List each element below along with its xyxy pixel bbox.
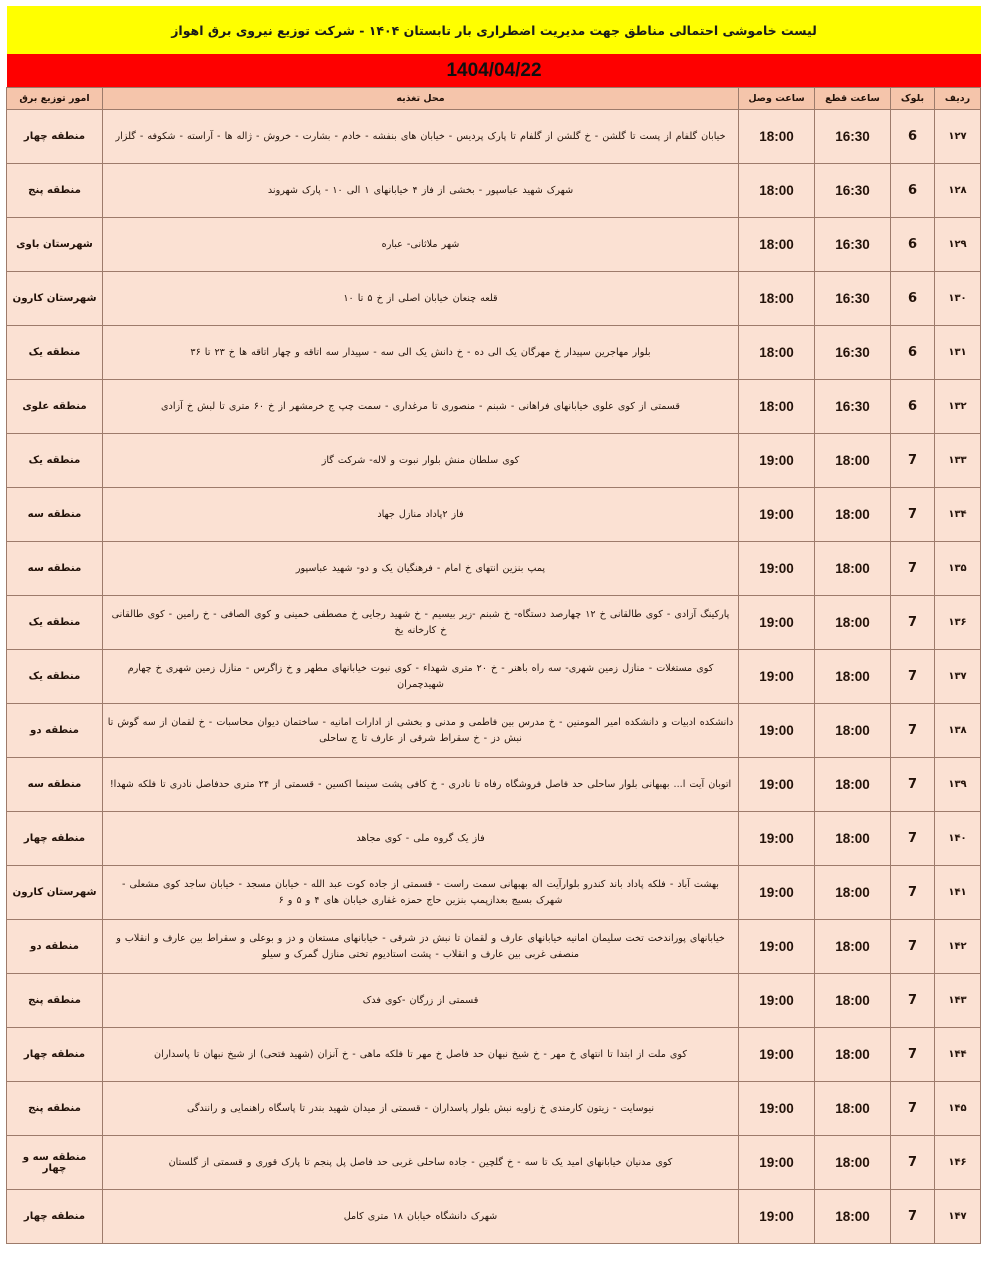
cell-row-number: ۱۳۲ [935,380,981,434]
cell-supply-location: خیابانهای پوراندخت تخت سلیمان امانیه خیابانهای عارف و لقمان تا نبش دز شرقی - خیابانهای مستعان و دز و بوعلی و سقراط بین عارف و انقلاب و منصفی غربی بین عارف و انقلاب - پشت استادیوم تختی منازل گمرک و سیلو [103,920,739,974]
cell-supply-location: قلعه چنعان خیابان اصلی از خ ۵ تا ۱۰ [103,272,739,326]
cell-restore-time: 19:00 [739,920,815,974]
cell-distribution-area: منطقه یک [7,650,103,704]
table-row [7,110,981,164]
cell-distribution-area: منطقه یک [7,434,103,488]
table-row [7,434,981,488]
cell-supply-location: بهشت آباد - فلکه پاداد باند کندرو بلوارآیت اله بهبهانی سمت راست - قسمتی از جاده کوت عبد الله - خیابان مسجد - خیابان ساجد کوی مشعلی - شهرک بسیج بعدازپمپ بنزین حاج حمزه غفاری خیابان های ۴ و ۵ و ۶ [103,866,739,920]
cell-supply-location: بلوار مهاجرین سپیدار خ مهرگان یک الی ده - خ دانش یک الی سه - سپیدار سه اتاقه و چهار اتاقه ها خ ۲۳ تا ۳۶ [103,326,739,380]
cell-row-number: ۱۳۹ [935,758,981,812]
cell-distribution-area: منطقه یک [7,326,103,380]
cell-row-number: ۱۳۷ [935,650,981,704]
cell-supply-location: دانشکده ادبیات و دانشکده امیر المومنین - خ مدرس بین فاطمی و مدنی و بخشی از ادارات امانیه - ساختمان دیوان محاسبات - خ لقمان از سه گوش تا نبش دز - خ سقراط شرقی از عارف تا ج ساحلی [103,704,739,758]
cell-distribution-area: منطقه دو [7,920,103,974]
table-row [7,812,981,866]
cell-restore-time: 18:00 [739,272,815,326]
table-row [7,866,981,920]
cell-restore-time: 19:00 [739,812,815,866]
cell-cut-time: 18:00 [815,758,891,812]
cell-cut-time: 18:00 [815,812,891,866]
cell-block-number: 6 [891,272,935,326]
table-row [7,326,981,380]
cell-supply-location: نیوسایت - زیتون کارمندی خ زاویه نبش بلوار پاسداران - قسمتی از میدان شهید بندر تا پاسگاه راهنمایی و رانندگی [103,1082,739,1136]
cell-block-number: 7 [891,1190,935,1244]
cell-cut-time: 18:00 [815,704,891,758]
cell-distribution-area: شهرستان باوی [7,218,103,272]
cell-block-number: 6 [891,218,935,272]
table-row [7,164,981,218]
cell-cut-time: 16:30 [815,110,891,164]
cell-row-number: ۱۴۳ [935,974,981,1028]
cell-restore-time: 19:00 [739,596,815,650]
cell-restore-time: 19:00 [739,974,815,1028]
cell-distribution-area: منطقه چهار [7,1028,103,1082]
cell-row-number: ۱۳۵ [935,542,981,596]
cell-distribution-area: منطقه چهار [7,110,103,164]
title-banner [7,6,981,54]
column-header-block: بلوک [891,88,935,110]
cell-block-number: 7 [891,1028,935,1082]
table-row [7,650,981,704]
date-banner [7,54,981,87]
cell-restore-time: 18:00 [739,164,815,218]
cell-cut-time: 18:00 [815,1136,891,1190]
column-header-cut-time: ساعت قطع [815,88,891,110]
cell-row-number: ۱۳۱ [935,326,981,380]
table-row [7,218,981,272]
cell-block-number: 7 [891,866,935,920]
cell-block-number: 7 [891,488,935,542]
cell-distribution-area: منطقه سه [7,488,103,542]
cell-supply-location: قسمتی از زرگان -کوی فدک [103,974,739,1028]
cell-block-number: 7 [891,1082,935,1136]
cell-supply-location: کوی ملت از ابتدا تا انتهای خ مهر - خ شیخ نبهان حد فاصل خ مهر تا فلکه ماهی - خ آنزان (شهید فتحی) از شیخ نبهان تا پاسداران [103,1028,739,1082]
cell-row-number: ۱۲۷ [935,110,981,164]
cell-restore-time: 19:00 [739,866,815,920]
table-header-row [7,88,981,110]
cell-cut-time: 18:00 [815,650,891,704]
table-row [7,380,981,434]
cell-supply-location: فاز ۲پاداد منازل جهاد [103,488,739,542]
table-row [7,974,981,1028]
cell-restore-time: 18:00 [739,218,815,272]
table-row [7,488,981,542]
cell-row-number: ۱۴۷ [935,1190,981,1244]
table-row [7,704,981,758]
cell-supply-location: خیابان گلفام از پست تا گلشن - خ گلشن از گلفام تا پارک پردیس - خیابان های بنفشه - خادم - بشارت - خروش - ژاله ها - آراسته - شکوفه - گلزار [103,110,739,164]
cell-block-number: 6 [891,164,935,218]
cell-row-number: ۱۲۹ [935,218,981,272]
column-header-supply-location: محل تغذیه [103,88,739,110]
cell-supply-location: پارکینگ آزادی - کوی طالقانی خ ۱۲ چهارصد دستگاه- خ شبنم -زیر بیسیم - خ شهید رجایی خ مصطفی خمینی و کوی الصافی - خ رامین - کوی طالقانی خ کارخانه یخ [103,596,739,650]
cell-supply-location: شهرک شهید عباسپور - بخشی از فاز ۴ خیابانهای ۱ الی ۱۰ - پارک شهروند [103,164,739,218]
cell-restore-time: 19:00 [739,542,815,596]
cell-restore-time: 19:00 [739,758,815,812]
cell-distribution-area: منطقه سه [7,542,103,596]
cell-row-number: ۱۴۴ [935,1028,981,1082]
cell-distribution-area: منطقه دو [7,704,103,758]
cell-restore-time: 19:00 [739,1190,815,1244]
cell-cut-time: 18:00 [815,920,891,974]
cell-restore-time: 19:00 [739,704,815,758]
cell-supply-location: شهرک دانشگاه خیابان ۱۸ متری کامل [103,1190,739,1244]
cell-cut-time: 18:00 [815,1190,891,1244]
cell-cut-time: 16:30 [815,380,891,434]
cell-distribution-area: منطقه چهار [7,1190,103,1244]
table-row [7,1190,981,1244]
cell-cut-time: 18:00 [815,974,891,1028]
cell-cut-time: 18:00 [815,1028,891,1082]
cell-restore-time: 18:00 [739,380,815,434]
cell-supply-location: اتوبان آیت ا... بهبهانی بلوار ساحلی حد فاصل فروشگاه رفاه تا نادری - خ کافی پشت سینما اکسین - قسمتی از ۲۴ متری حدفاصل نادری تا فلکه شهدا! [103,758,739,812]
table-row [7,1082,981,1136]
cell-row-number: ۱۴۶ [935,1136,981,1190]
cell-supply-location: کوی مستغلات - منازل زمین شهری- سه راه باهنر - خ ۲۰ متری شهداء - کوی نبوت خیابانهای مطهر و خ زاگرس - منازل زمین شهری خ چهارم شهیدچمران [103,650,739,704]
cell-cut-time: 18:00 [815,434,891,488]
cell-block-number: 7 [891,758,935,812]
column-header-distribution-area: امور توزیع برق [7,88,103,110]
cell-block-number: 7 [891,542,935,596]
cell-row-number: ۱۲۸ [935,164,981,218]
cell-restore-time: 19:00 [739,434,815,488]
cell-cut-time: 18:00 [815,542,891,596]
cell-distribution-area: منطقه پنج [7,974,103,1028]
cell-block-number: 7 [891,920,935,974]
cell-row-number: ۱۴۰ [935,812,981,866]
cell-distribution-area: منطقه سه [7,758,103,812]
table-header [7,88,981,110]
cell-block-number: 6 [891,380,935,434]
cell-block-number: 6 [891,326,935,380]
cell-block-number: 7 [891,1136,935,1190]
table-row [7,272,981,326]
cell-cut-time: 16:30 [815,272,891,326]
cell-restore-time: 19:00 [739,650,815,704]
cell-row-number: ۱۴۲ [935,920,981,974]
cell-distribution-area: منطقه چهار [7,812,103,866]
table-row [7,542,981,596]
cell-row-number: ۱۳۸ [935,704,981,758]
outage-table [6,87,981,1244]
cell-supply-location: کوی سلطان منش بلوار نبوت و لاله- شرکت گاز [103,434,739,488]
cell-restore-time: 18:00 [739,326,815,380]
cell-supply-location: فاز یک گروه ملی - کوی مجاهد [103,812,739,866]
cell-cut-time: 18:00 [815,488,891,542]
cell-block-number: 7 [891,812,935,866]
cell-restore-time: 18:00 [739,110,815,164]
cell-row-number: ۱۳۰ [935,272,981,326]
cell-distribution-area: منطقه پنج [7,1082,103,1136]
cell-block-number: 7 [891,434,935,488]
cell-block-number: 7 [891,974,935,1028]
cell-row-number: ۱۴۱ [935,866,981,920]
table-row [7,1136,981,1190]
cell-block-number: 6 [891,110,935,164]
cell-supply-location: قسمتی از کوی علوی خیابانهای فراهانی - شبنم - منصوری تا مرغداری - سمت چپ ج خرمشهر از خ ۶۰ متری تا لبش خ آزادی [103,380,739,434]
cell-distribution-area: شهرستان کارون [7,866,103,920]
cell-block-number: 7 [891,704,935,758]
cell-row-number: ۱۴۵ [935,1082,981,1136]
cell-block-number: 7 [891,596,935,650]
cell-restore-time: 19:00 [739,488,815,542]
cell-restore-time: 19:00 [739,1136,815,1190]
cell-cut-time: 18:00 [815,596,891,650]
column-header-restore-time: ساعت وصل [739,88,815,110]
cell-distribution-area: منطقه یک [7,596,103,650]
cell-cut-time: 16:30 [815,164,891,218]
cell-distribution-area: منطقه پنج [7,164,103,218]
table-row [7,920,981,974]
cell-supply-location: کوی مدنیان خیابانهای امید یک تا سه - خ گلچین - جاده ساحلی غربی حد فاصل پل پنجم تا پارک قوری و قسمتی از گلستان [103,1136,739,1190]
cell-cut-time: 16:30 [815,326,891,380]
table-row [7,758,981,812]
table-row [7,596,981,650]
cell-restore-time: 19:00 [739,1028,815,1082]
page-title: لیست خاموشی احتمالی مناطق جهت مدیریت اضطراری بار تابستان ۱۴۰۴ - شرکت توزیع نیروی برق اهواز [171,22,817,38]
cell-block-number: 7 [891,650,935,704]
table-body [7,110,981,1244]
schedule-date: 1404/04/22 [446,59,542,81]
cell-cut-time: 18:00 [815,1082,891,1136]
cell-supply-location: پمپ بنزین انتهای خ امام - فرهنگیان یک و دو- شهید عباسپور [103,542,739,596]
cell-distribution-area: منطقه سه و چهار [7,1136,103,1190]
column-header-radif: ردیف [935,88,981,110]
cell-cut-time: 18:00 [815,866,891,920]
cell-row-number: ۱۳۳ [935,434,981,488]
cell-supply-location: شهر ملاثانی- عباره [103,218,739,272]
table-row [7,1028,981,1082]
cell-cut-time: 16:30 [815,218,891,272]
cell-restore-time: 19:00 [739,1082,815,1136]
cell-distribution-area: شهرستان کارون [7,272,103,326]
cell-distribution-area: منطقه علوی [7,380,103,434]
cell-row-number: ۱۳۴ [935,488,981,542]
cell-row-number: ۱۳۶ [935,596,981,650]
